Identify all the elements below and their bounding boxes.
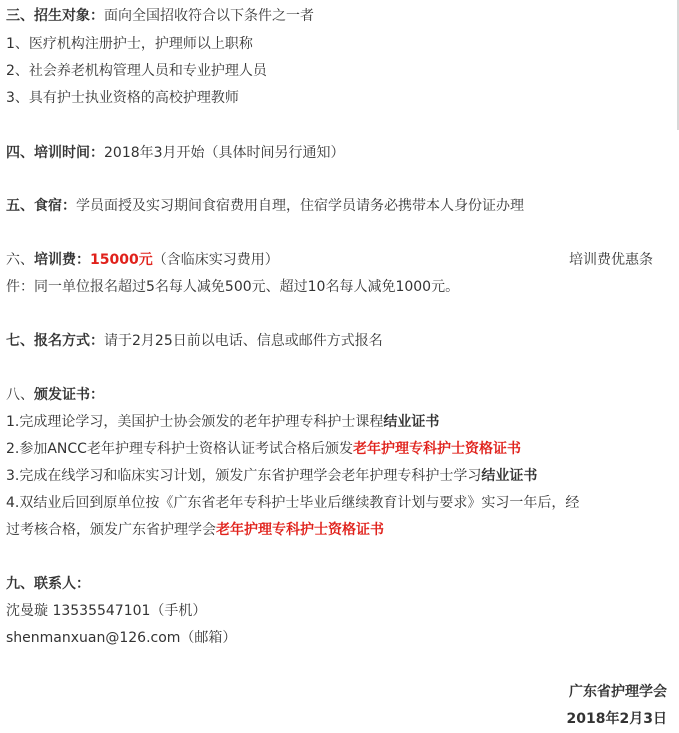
- certificate-item-4-line-2: [6, 520, 384, 540]
- section-3-title: 三、招生对象：: [6, 8, 104, 24]
- discount-heading: 培训费优惠条: [569, 252, 653, 268]
- training-fee: 15000元: [90, 252, 153, 268]
- section-7: [6, 331, 383, 351]
- section-9-title: 九、联系人：: [6, 576, 90, 592]
- contact-email: shenmanxuan@126.com（邮箱）: [6, 630, 237, 646]
- section-5-title: 五、食宿：: [6, 198, 76, 214]
- section-7-title: 七、报名方式：: [6, 333, 104, 349]
- section-5-text: 学员面授及实习期间食宿费用自理，住宿学员请务必携带本人身份证办理: [76, 198, 524, 214]
- certificate-item-3-bold: 结业证书: [481, 468, 538, 484]
- section-4-text: 2018年3月开始（具体时间另行通知）: [104, 145, 345, 161]
- section-4: [6, 143, 345, 163]
- section-8-title: 颁发证书：: [34, 387, 104, 403]
- section-8-heading: [6, 385, 104, 405]
- certificate-item-1-text: 1.完成理论学习，美国护士协会颁发的老年护理专科护士课程: [6, 414, 384, 430]
- section-6-title: 培训费：: [34, 252, 90, 268]
- certificate-item-4-line-1: 4.双结业后回到原单位按《广东省老年专科护士毕业后继续教育计划与要求》实习一年后，经: [6, 495, 580, 511]
- certificate-item-4-text: 过考核合格，颁发广东省护理学会: [6, 522, 216, 538]
- section-3-item-1: 1、医疗机构注册护士，护理师以上职称: [6, 36, 253, 52]
- section-3-item-2: 2、社会养老机构管理人员和专业护理人员: [6, 63, 267, 79]
- section-3-desc: 面向全国招收符合以下条件之一者: [104, 8, 314, 24]
- section-9-heading: [6, 574, 90, 594]
- footer-organization: 广东省护理学会: [569, 684, 667, 700]
- certificate-item-2-text: 2.参加ANCC老年护理专科护士资格认证考试合格后颁发: [6, 441, 353, 457]
- footer-date: 2018年2月3日: [566, 711, 667, 727]
- certificate-item-2: [6, 439, 521, 459]
- certificate-item-2-red: 老年护理专科护士资格证书: [352, 441, 521, 457]
- section-3-item-3: 3、具有护士执业资格的高校护理教师: [6, 90, 239, 106]
- section-3-heading: [6, 6, 314, 26]
- certificate-item-1: [6, 412, 439, 432]
- certificate-item-1-bold: 结业证书: [383, 414, 440, 430]
- certificate-item-3-text: 3.完成在线学习和临床实习计划，颁发广东省护理学会老年护理专科护士学习: [6, 468, 482, 484]
- discount-text: 件：同一单位报名超过5名每人减免500元、超过10名每人减免1000元。: [6, 279, 460, 295]
- certificate-item-3: [6, 466, 537, 486]
- certificate-item-4-red: 老年护理专科护士资格证书: [216, 522, 384, 538]
- section-5: [6, 196, 524, 216]
- section-7-text: 请于2月25日前以电话、信息或邮件方式报名: [104, 333, 383, 349]
- section-4-title: 四、培训时间：: [6, 145, 104, 161]
- section-8-prefix: 八、: [6, 387, 34, 403]
- section-6: [6, 250, 279, 270]
- section-6-prefix: 六、: [6, 252, 34, 268]
- contact-phone: 沈曼璇 13535547101（手机）: [6, 603, 207, 619]
- training-fee-note: （含临床实习费用）: [152, 252, 279, 268]
